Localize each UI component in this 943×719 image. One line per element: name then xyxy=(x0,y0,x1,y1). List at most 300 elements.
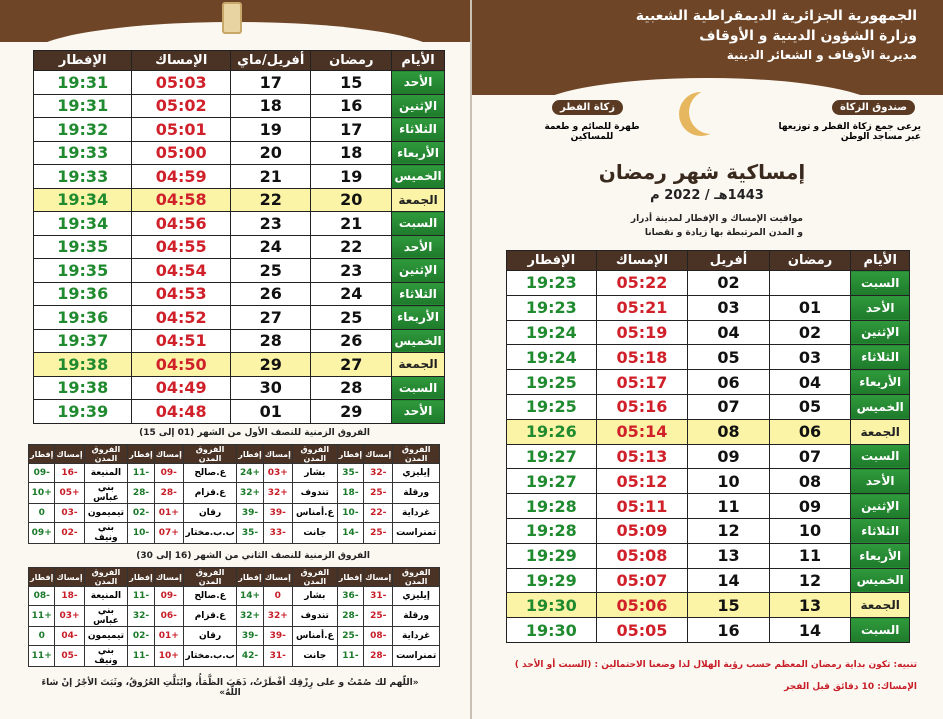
month-day-cell: 19 xyxy=(230,118,311,142)
iftar-diff-cell: -39 xyxy=(237,504,263,523)
imsak-cell: 05:13 xyxy=(596,444,688,469)
city-cell: ب.ب.مختار xyxy=(183,646,236,667)
imsak-cell: 05:06 xyxy=(596,593,688,618)
month-day-cell: 21 xyxy=(230,165,311,189)
diff-header-cell: الفروق المدن xyxy=(84,568,128,587)
diff-header-cell: إفطار xyxy=(337,568,363,587)
month-day-cell: 13 xyxy=(688,543,769,568)
diff-header-cell: إمساك xyxy=(55,445,84,464)
imsak-cell: 05:09 xyxy=(596,518,688,543)
col-header-imsak: الإمساك xyxy=(132,51,230,71)
col-header-ramadan: رمضان xyxy=(311,51,392,71)
day-cell: الأحد xyxy=(392,71,445,95)
month-day-cell: 14 xyxy=(688,568,769,593)
city-cell: بشار xyxy=(292,587,337,606)
diff-header-cell: إمساك xyxy=(154,445,183,464)
imsak-cell: 04:49 xyxy=(132,376,230,400)
schedule-row xyxy=(34,353,445,377)
imsak-cell: 04:55 xyxy=(132,235,230,259)
diff-header-cell: الفروق المدن xyxy=(292,445,337,464)
schedule-row xyxy=(34,329,445,353)
month-day-cell-a xyxy=(769,271,851,296)
diff-row xyxy=(29,587,440,606)
day-cell: الأحد xyxy=(851,469,910,494)
iftar-diff-cell: -11 xyxy=(128,646,154,667)
col-header-ramadan: رمضان xyxy=(769,251,851,271)
day-cell: الجمعة xyxy=(392,353,445,377)
day-cell: الثلاثاء xyxy=(392,282,445,306)
schedule-row xyxy=(507,394,910,419)
city-cell: ع.قزام xyxy=(183,606,236,627)
iftar-diff-cell: +32 xyxy=(237,606,263,627)
imsak-cell: 05:22 xyxy=(596,271,688,296)
month-day-cell-a: 12 xyxy=(769,568,851,593)
iftar-cell: 19:34 xyxy=(34,188,132,212)
imsak-diff-cell: -25 xyxy=(364,483,393,504)
subtitle-1: مواقيت الإمساك و الإفطار لمدينة أدرار xyxy=(630,214,803,224)
iftar-cell: 19:35 xyxy=(34,259,132,283)
month-day-cell-a: 15 xyxy=(311,71,392,95)
month-day-cell-a: 25 xyxy=(311,306,392,330)
iftar-diff-cell: +09 xyxy=(29,523,55,544)
schedule-table-first-half xyxy=(506,250,910,643)
iftar-cell: 19:24 xyxy=(507,320,597,345)
imsak-diff-cell: -09 xyxy=(154,464,183,483)
day-cell: الأحد xyxy=(392,400,445,424)
day-cell: الأحد xyxy=(851,295,910,320)
iftar-cell: 19:36 xyxy=(34,282,132,306)
month-day-cell: 01 xyxy=(230,400,311,424)
imsak-diff-cell: +10 xyxy=(154,646,183,667)
iftar-cell: 19:28 xyxy=(507,494,597,519)
schedule-row xyxy=(34,188,445,212)
city-cell: ورقلة xyxy=(393,483,440,504)
badge-zakat-fitr: زكاة الفطر xyxy=(552,100,623,115)
month-day-cell: 17 xyxy=(230,71,311,95)
col-header-month: أفريل/ماي xyxy=(230,51,311,71)
imsak-diff-cell: +32 xyxy=(263,483,292,504)
iftar-diff-cell: -28 xyxy=(128,483,154,504)
schedule-row xyxy=(507,518,910,543)
month-day-cell-a: 14 xyxy=(769,618,851,643)
imsak-diff-cell: -22 xyxy=(364,504,393,523)
diff-caption-second-half: الفروق الزمنية للنصف الثاني من الشهر (16 إلى 30) xyxy=(136,551,370,561)
month-day-cell-a: 18 xyxy=(311,141,392,165)
left-page xyxy=(0,0,470,719)
diff-header-cell: إفطار xyxy=(128,568,154,587)
diff-row xyxy=(29,483,440,504)
city-cell: ع.صالح xyxy=(183,464,236,483)
imsak-diff-cell: -18 xyxy=(55,587,84,606)
month-day-cell: 07 xyxy=(688,394,769,419)
imsak-cell: 04:59 xyxy=(132,165,230,189)
iftar-cell: 19:39 xyxy=(34,400,132,424)
schedule-row xyxy=(34,212,445,236)
month-day-cell-a: 02 xyxy=(769,320,851,345)
month-day-cell-a: 19 xyxy=(311,165,392,189)
iftar-cell: 19:25 xyxy=(507,370,597,395)
iftar-cell: 19:32 xyxy=(34,118,132,142)
header-ministry: وزارة الشؤون الدينية و الأوقاف xyxy=(699,28,917,44)
month-day-cell-a: 23 xyxy=(311,259,392,283)
month-day-cell: 22 xyxy=(230,188,311,212)
imsak-cell: 05:02 xyxy=(132,94,230,118)
year: 1443هـ / 2022 م xyxy=(650,188,764,203)
schedule-row xyxy=(34,306,445,330)
diff-row xyxy=(29,504,440,523)
month-day-cell: 04 xyxy=(688,320,769,345)
imsak-cell: 05:05 xyxy=(596,618,688,643)
month-day-cell: 08 xyxy=(688,419,769,444)
iftar-cell: 19:31 xyxy=(34,94,132,118)
imsak-cell: 04:50 xyxy=(132,353,230,377)
iftar-cell: 19:34 xyxy=(34,212,132,236)
imsak-diff-cell: +32 xyxy=(263,606,292,627)
city-cell: تندوف xyxy=(292,606,337,627)
iftar-cell: 19:28 xyxy=(507,518,597,543)
city-cell: بني عباس xyxy=(84,606,128,627)
month-day-cell-a: 13 xyxy=(769,593,851,618)
day-cell: الإثنين xyxy=(392,259,445,283)
iftar-diff-cell: -18 xyxy=(337,483,363,504)
iftar-cell: 19:33 xyxy=(34,141,132,165)
city-cell: إيليزي xyxy=(393,464,440,483)
col-header-day: الأيام xyxy=(851,251,910,271)
month-day-cell-a: 10 xyxy=(769,518,851,543)
schedule-row xyxy=(507,295,910,320)
day-cell: الإثنين xyxy=(392,94,445,118)
iftar-diff-cell: -35 xyxy=(337,464,363,483)
right-page xyxy=(472,0,943,719)
iftar-dua: «اللّهم لك صُمْتُ و على رِزْقِك أفْطَرْتُ، ذَهَبَ الظَّمَأُ، وابْتَلَّتِ العُرُوقُ، وثَبَتَ الأجْرُ إنْ شاءَ اللّهُ» xyxy=(41,678,419,698)
diff-table-second-half xyxy=(28,567,440,667)
schedule-row xyxy=(507,345,910,370)
imsak-cell: 04:54 xyxy=(132,259,230,283)
diff-header-cell: إفطار xyxy=(29,445,55,464)
city-cell: تيميمون xyxy=(84,627,128,646)
imsak-cell: 05:00 xyxy=(132,141,230,165)
city-cell: إيليزي xyxy=(393,587,440,606)
month-day-cell: 18 xyxy=(230,94,311,118)
iftar-cell: 19:29 xyxy=(507,568,597,593)
diff-header-cell: إفطار xyxy=(237,568,263,587)
imsak-diff-cell: -16 xyxy=(55,464,84,483)
iftar-cell: 19:33 xyxy=(34,165,132,189)
imsak-diff-cell: -28 xyxy=(364,646,393,667)
city-cell: جانت xyxy=(292,646,337,667)
diff-row xyxy=(29,464,440,483)
imsak-diff-cell: +05 xyxy=(55,483,84,504)
month-day-cell: 11 xyxy=(688,494,769,519)
diff-header-cell: الفروق المدن xyxy=(393,568,440,587)
imsak-cell: 04:48 xyxy=(132,400,230,424)
imsak-diff-cell: -03 xyxy=(55,504,84,523)
month-day-cell-a: 05 xyxy=(769,394,851,419)
imsak-diff-cell: +03 xyxy=(55,606,84,627)
iftar-diff-cell: +32 xyxy=(237,483,263,504)
diff-header-cell: الفروق المدن xyxy=(84,445,128,464)
day-cell: الثلاثاء xyxy=(851,518,910,543)
iftar-cell: 19:30 xyxy=(507,593,597,618)
month-day-cell: 10 xyxy=(688,469,769,494)
imsak-cell: 05:01 xyxy=(132,118,230,142)
imsak-diff-cell: 0 xyxy=(263,587,292,606)
month-day-cell-a: 27 xyxy=(311,353,392,377)
month-day-cell: 02 xyxy=(688,271,769,296)
iftar-cell: 19:36 xyxy=(34,306,132,330)
imsak-cell: 05:11 xyxy=(596,494,688,519)
imsak-diff-cell: -25 xyxy=(364,523,393,544)
diff-header-cell: الفروق المدن xyxy=(292,568,337,587)
schedule-row xyxy=(34,235,445,259)
imsak-diff-cell: -02 xyxy=(55,523,84,544)
month-day-cell-a: 26 xyxy=(311,329,392,353)
imsak-diff-cell: -39 xyxy=(263,504,292,523)
diff-header-cell: الفروق المدن xyxy=(393,445,440,464)
imsak-cell: 04:51 xyxy=(132,329,230,353)
imsak-diff-cell: -33 xyxy=(263,523,292,544)
diff-header-cell: الفروق المدن xyxy=(183,445,236,464)
city-cell: تندوف xyxy=(292,483,337,504)
month-day-cell-a: 01 xyxy=(769,295,851,320)
iftar-diff-cell: -14 xyxy=(337,523,363,544)
diff-header-cell: الفروق المدن xyxy=(183,568,236,587)
col-header-month: أفريل xyxy=(688,251,769,271)
imsak-cell: 05:08 xyxy=(596,543,688,568)
iftar-diff-cell: -36 xyxy=(337,587,363,606)
iftar-cell: 19:38 xyxy=(34,376,132,400)
diff-row xyxy=(29,646,440,667)
schedule-row xyxy=(507,320,910,345)
month-day-cell: 29 xyxy=(230,353,311,377)
schedule-row xyxy=(34,118,445,142)
iftar-diff-cell: -35 xyxy=(237,523,263,544)
col-header-day: الأيام xyxy=(392,51,445,71)
month-day-cell-a: 22 xyxy=(311,235,392,259)
zakat-fund-text: يرعى جمع زكاة الفطر و توزيعها عبر مساجد الوطن xyxy=(778,122,921,142)
iftar-diff-cell: -32 xyxy=(128,606,154,627)
month-day-cell: 28 xyxy=(230,329,311,353)
diff-header-cell: إمساك xyxy=(154,568,183,587)
city-cell: ب.ب.مختار xyxy=(183,523,236,544)
iftar-cell: 19:35 xyxy=(34,235,132,259)
iftar-diff-cell: -02 xyxy=(128,627,154,646)
month-day-cell-a: 11 xyxy=(769,543,851,568)
month-day-cell: 25 xyxy=(230,259,311,283)
schedule-row xyxy=(34,71,445,95)
month-day-cell-a: 29 xyxy=(311,400,392,424)
imsak-diff-cell: -31 xyxy=(364,587,393,606)
imsak-cell: 05:16 xyxy=(596,394,688,419)
day-cell: الخميس xyxy=(392,329,445,353)
month-day-cell: 20 xyxy=(230,141,311,165)
col-header-imsak: الإمساك xyxy=(596,251,688,271)
schedule-row xyxy=(34,376,445,400)
city-cell: تمنراست xyxy=(393,646,440,667)
iftar-cell: 19:31 xyxy=(34,71,132,95)
month-day-cell: 23 xyxy=(230,212,311,236)
iftar-diff-cell: 0 xyxy=(29,627,55,646)
title: إمساكية شهر رمضان xyxy=(598,160,806,184)
day-cell: السبت xyxy=(851,271,910,296)
imsak-cell: 05:19 xyxy=(596,320,688,345)
diff-caption-first-half: الفروق الزمنية للنصف الأول من الشهر (01 إلى 15) xyxy=(139,428,370,438)
city-cell: بني عباس xyxy=(84,483,128,504)
diff-header-cell: إمساك xyxy=(364,568,393,587)
month-day-cell-a: 24 xyxy=(311,282,392,306)
city-cell: تيميمون xyxy=(84,504,128,523)
imsak-note: الإمساك: 10 دقائق قبل الفجر xyxy=(784,682,917,692)
month-day-cell-a: 09 xyxy=(769,494,851,519)
header-directorate: مديرية الأوقاف و الشعائر الدينية xyxy=(726,48,917,62)
schedule-row xyxy=(34,400,445,424)
iftar-cell: 19:38 xyxy=(34,353,132,377)
city-cell: جانت xyxy=(292,523,337,544)
iftar-diff-cell: -10 xyxy=(128,523,154,544)
month-day-cell: 06 xyxy=(688,370,769,395)
iftar-diff-cell: -02 xyxy=(128,504,154,523)
schedule-row xyxy=(507,444,910,469)
schedule-row xyxy=(507,494,910,519)
iftar-cell: 19:24 xyxy=(507,345,597,370)
col-header-iftar: الإفطار xyxy=(34,51,132,71)
day-cell: الجمعة xyxy=(851,593,910,618)
month-day-cell: 16 xyxy=(688,618,769,643)
iftar-cell: 19:27 xyxy=(507,469,597,494)
day-cell: الخميس xyxy=(851,394,910,419)
day-cell: الجمعة xyxy=(851,419,910,444)
day-cell: الأربعاء xyxy=(392,141,445,165)
day-cell: السبت xyxy=(392,376,445,400)
schedule-row xyxy=(507,543,910,568)
month-day-cell-a: 21 xyxy=(311,212,392,236)
imsak-diff-cell: -39 xyxy=(263,627,292,646)
month-day-cell: 12 xyxy=(688,518,769,543)
day-cell: الأحد xyxy=(392,235,445,259)
month-day-cell: 30 xyxy=(230,376,311,400)
iftar-diff-cell: -11 xyxy=(337,646,363,667)
diff-row xyxy=(29,523,440,544)
zakat-fitr-text: طهرة للصائم و طعمة للمساكين xyxy=(544,122,640,142)
imsak-diff-cell: +01 xyxy=(154,627,183,646)
iftar-cell: 19:29 xyxy=(507,543,597,568)
day-cell: الثلاثاء xyxy=(392,118,445,142)
schedule-row xyxy=(34,282,445,306)
month-day-cell: 24 xyxy=(230,235,311,259)
col-header-iftar: الإفطار xyxy=(507,251,597,271)
schedule-row xyxy=(34,259,445,283)
city-cell: بشار xyxy=(292,464,337,483)
diff-header-cell: إمساك xyxy=(263,568,292,587)
city-cell: تمنراست xyxy=(393,523,440,544)
diff-row xyxy=(29,627,440,646)
day-cell: الجمعة xyxy=(392,188,445,212)
imsak-cell: 05:12 xyxy=(596,469,688,494)
city-cell: ورقلة xyxy=(393,606,440,627)
month-day-cell-a: 17 xyxy=(311,118,392,142)
city-cell: المنيعة xyxy=(84,464,128,483)
schedule-row xyxy=(34,165,445,189)
iftar-diff-cell: -10 xyxy=(337,504,363,523)
warning-note: تنبيه: تكون بداية رمضان المعظم حسب رؤية الهلال لذا وضعنا الاحتمالين : (السبت أو الأحد ) xyxy=(514,660,917,670)
city-cell: المنيعة xyxy=(84,587,128,606)
diff-row xyxy=(29,606,440,627)
month-day-cell-a: 28 xyxy=(311,376,392,400)
city-cell: رقان xyxy=(183,504,236,523)
iftar-cell: 19:25 xyxy=(507,394,597,419)
month-day-cell-a: 16 xyxy=(311,94,392,118)
iftar-cell: 19:37 xyxy=(34,329,132,353)
diff-header-cell: إفطار xyxy=(128,445,154,464)
city-cell: ع.أمناس xyxy=(292,504,337,523)
month-day-cell-a: 07 xyxy=(769,444,851,469)
city-cell: ع.قزام xyxy=(183,483,236,504)
iftar-diff-cell: +10 xyxy=(29,483,55,504)
day-cell: الخميس xyxy=(392,165,445,189)
day-cell: الخميس xyxy=(851,568,910,593)
imsak-cell: 05:18 xyxy=(596,345,688,370)
month-day-cell-a: 08 xyxy=(769,469,851,494)
imsak-cell: 05:21 xyxy=(596,295,688,320)
imsak-cell: 04:53 xyxy=(132,282,230,306)
iftar-cell: 19:30 xyxy=(507,618,597,643)
imsak-cell: 05:07 xyxy=(596,568,688,593)
iftar-cell: 19:26 xyxy=(507,419,597,444)
imsak-diff-cell: -28 xyxy=(154,483,183,504)
iftar-diff-cell: -42 xyxy=(237,646,263,667)
iftar-cell: 19:23 xyxy=(507,295,597,320)
imsak-cell: 05:17 xyxy=(596,370,688,395)
schedule-row xyxy=(34,141,445,165)
iftar-diff-cell: -28 xyxy=(337,606,363,627)
city-cell: غرداية xyxy=(393,504,440,523)
iftar-diff-cell: -08 xyxy=(29,587,55,606)
day-cell: السبت xyxy=(851,444,910,469)
imsak-cell: 05:03 xyxy=(132,71,230,95)
iftar-diff-cell: +14 xyxy=(237,587,263,606)
diff-header-cell: إمساك xyxy=(55,568,84,587)
schedule-row xyxy=(507,419,910,444)
city-cell: رقان xyxy=(183,627,236,646)
city-cell: بني ونيف xyxy=(84,523,128,544)
diff-header-cell: إمساك xyxy=(263,445,292,464)
month-day-cell: 26 xyxy=(230,282,311,306)
iftar-diff-cell: 0 xyxy=(29,504,55,523)
day-cell: الأربعاء xyxy=(851,543,910,568)
day-cell: الثلاثاء xyxy=(851,345,910,370)
month-day-cell: 05 xyxy=(688,345,769,370)
month-day-cell-a: 04 xyxy=(769,370,851,395)
imsak-diff-cell: -31 xyxy=(263,646,292,667)
imsak-diff-cell: -08 xyxy=(364,627,393,646)
day-cell: السبت xyxy=(392,212,445,236)
iftar-cell: 19:27 xyxy=(507,444,597,469)
diff-header-cell: إفطار xyxy=(29,568,55,587)
diff-table-first-half xyxy=(28,444,440,544)
subtitle-2: و المدن المرتبطة بها زيادة و نقصانا xyxy=(644,228,803,238)
iftar-diff-cell: -11 xyxy=(128,464,154,483)
iftar-cell: 19:23 xyxy=(507,271,597,296)
month-day-cell-a: 06 xyxy=(769,419,851,444)
schedule-row xyxy=(34,94,445,118)
month-day-cell: 15 xyxy=(688,593,769,618)
header-republic: الجمهورية الجزائرية الديمقراطية الشعبية xyxy=(635,8,917,24)
day-cell: الأربعاء xyxy=(392,306,445,330)
imsak-diff-cell: +03 xyxy=(263,464,292,483)
city-cell: غرداية xyxy=(393,627,440,646)
city-cell: بني ونيف xyxy=(84,646,128,667)
schedule-table-second-half xyxy=(33,50,445,424)
